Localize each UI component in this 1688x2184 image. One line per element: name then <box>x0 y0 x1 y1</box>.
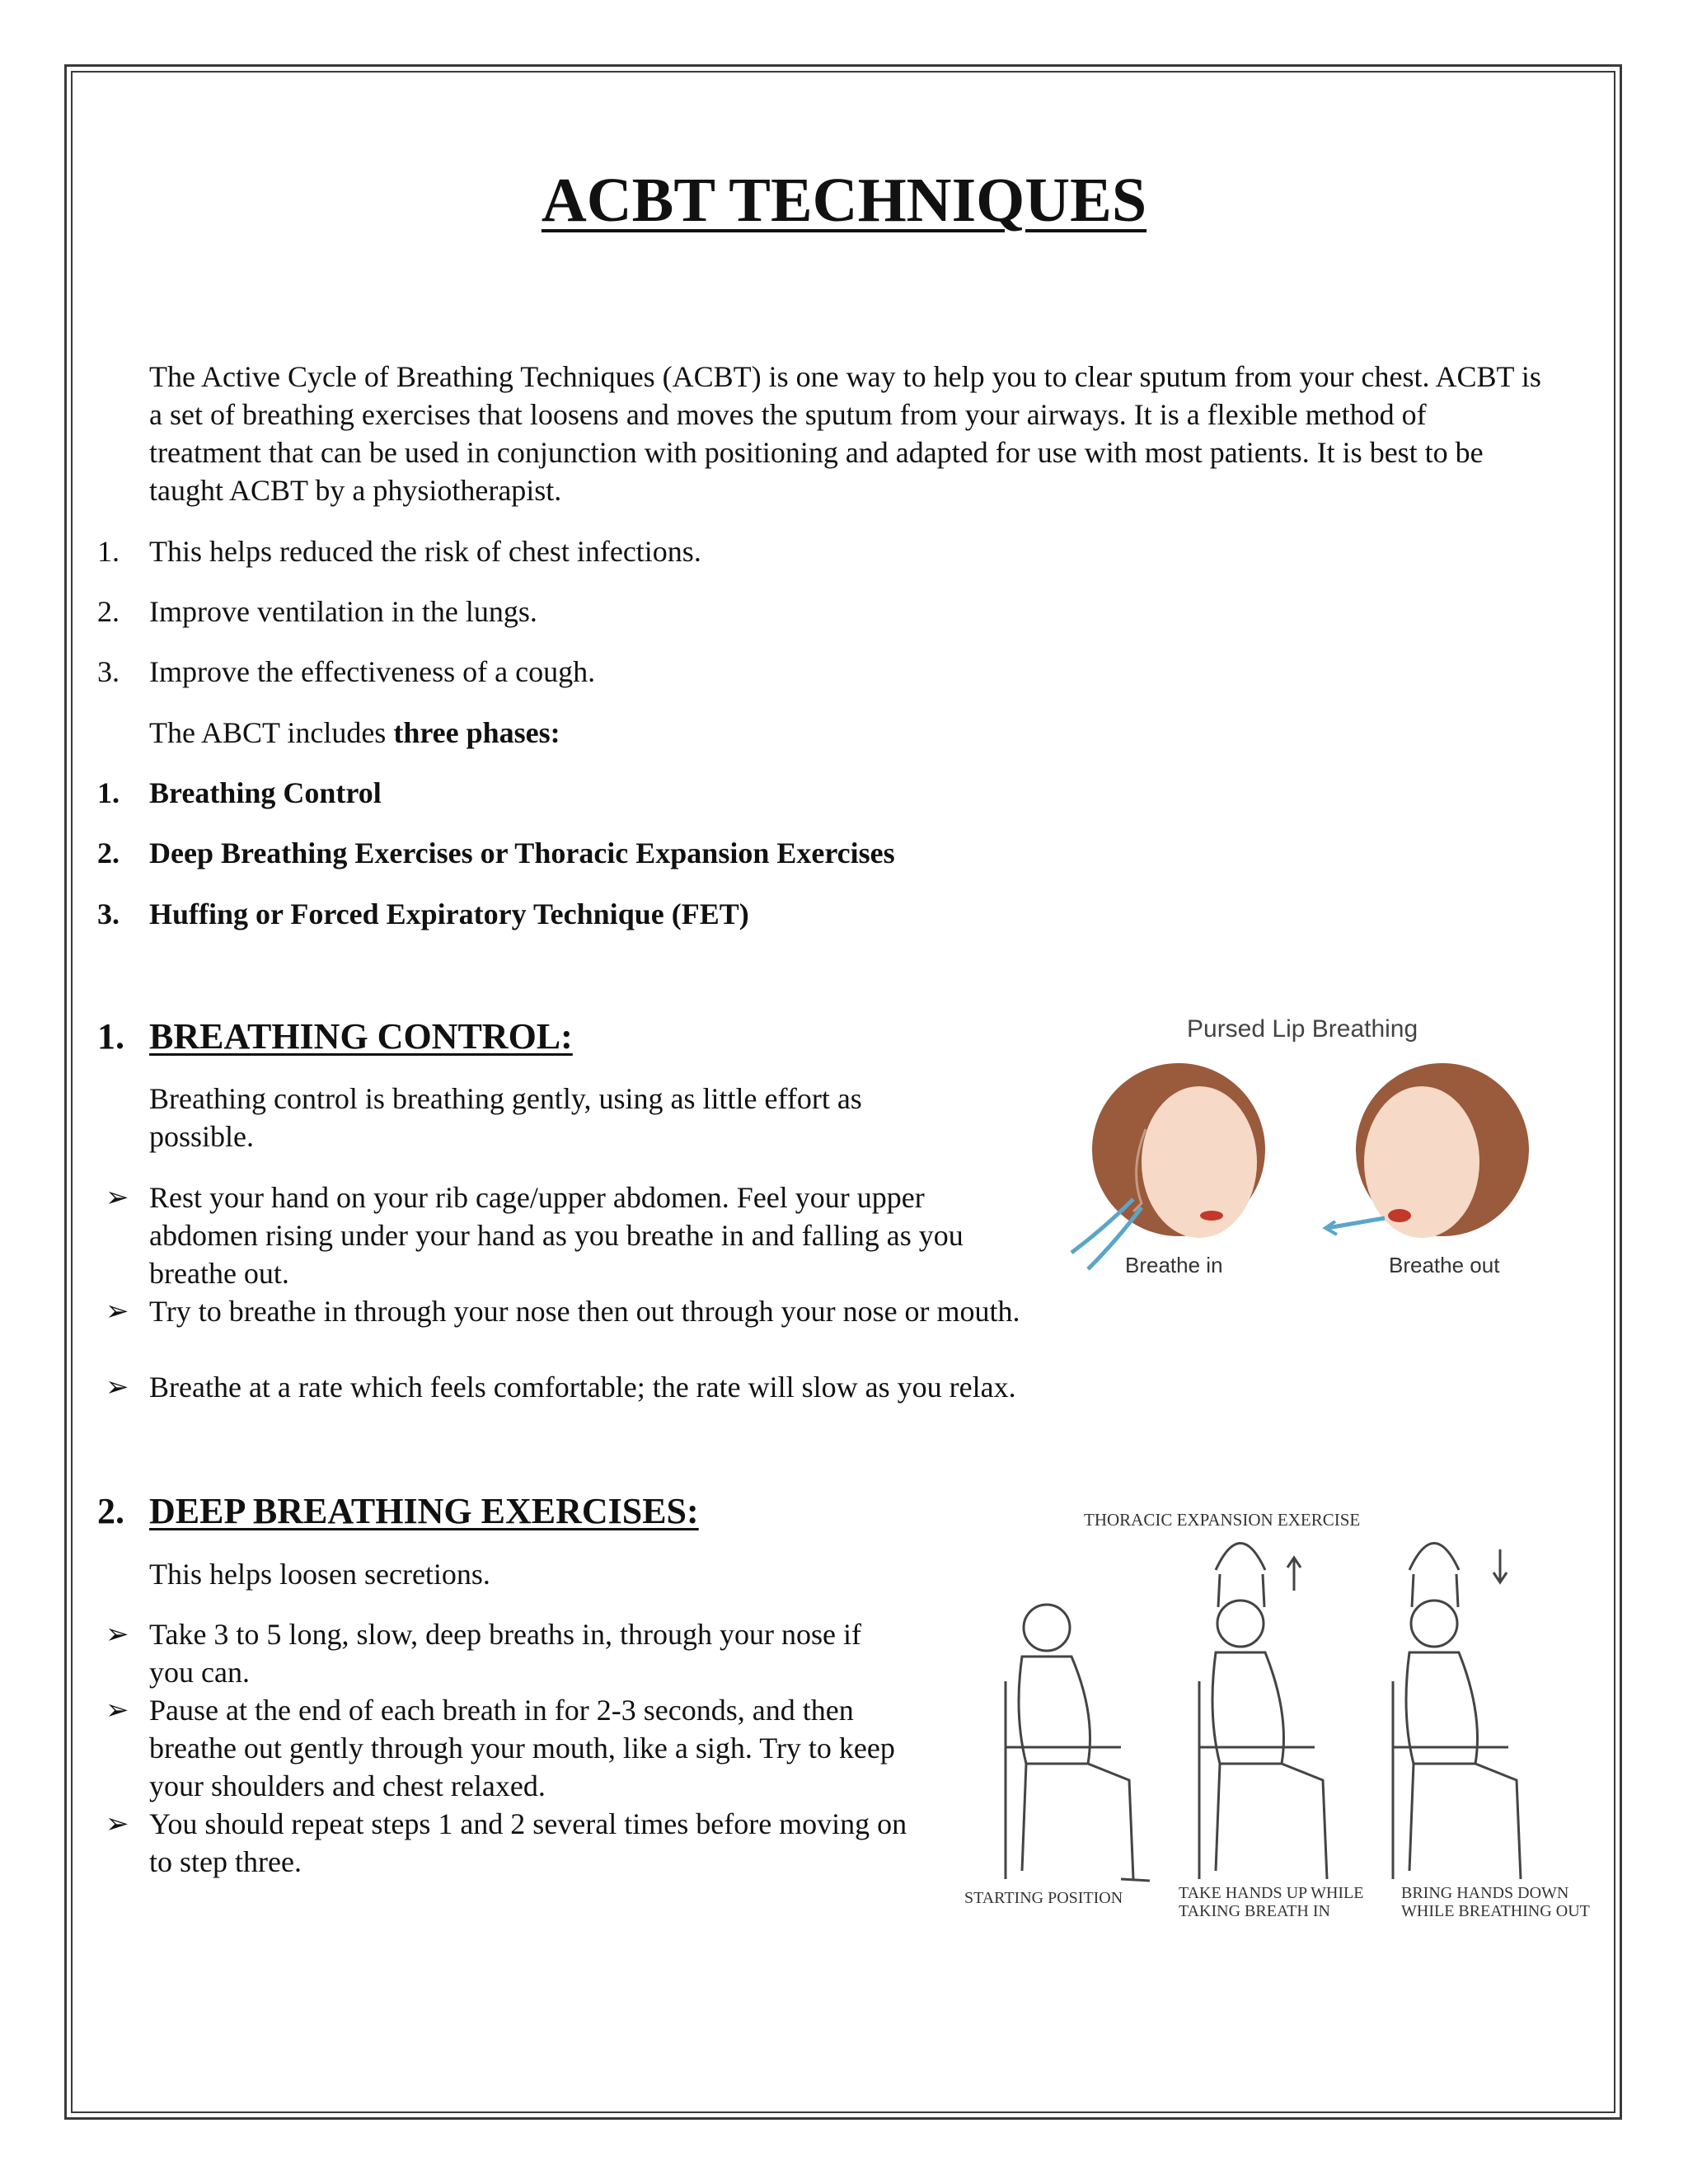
thoracic-expansion-illustration <box>956 1500 1615 1937</box>
benefit-number: 1. <box>97 535 120 568</box>
figure1-title: Pursed Lip Breathing <box>1187 1015 1418 1043</box>
caption-line: TAKING BREATH IN <box>1179 1902 1330 1920</box>
bullet-arrow-icon: ➢ <box>106 1295 129 1328</box>
phases-intro <box>149 714 560 752</box>
phase-item: Huffing or Forced Expiratory Technique (FET) <box>149 898 749 930</box>
section2-title: DEEP BREATHING EXERCISES: <box>149 1491 699 1531</box>
section2-bullet: Take 3 to 5 long, slow, deep breaths in, through your nose if you can. <box>149 1618 861 1689</box>
section2-bullet: You should repeat steps 1 and 2 several times before moving on to step three. <box>149 1807 907 1878</box>
phase-number: 1. <box>97 776 120 809</box>
figure2-caption-1: STARTING POSITION <box>964 1889 1123 1907</box>
phases-intro-text: The ABCT includes <box>149 716 394 749</box>
benefit-number: 3. <box>97 655 120 688</box>
phases-intro-bold: three phases: <box>393 716 560 749</box>
benefit-item: Improve the effectiveness of a cough. <box>149 655 596 688</box>
figure2-caption-3 <box>1401 1884 1590 1920</box>
section1-bullet: Rest your hand on your rib cage/upper abdomen. Feel your upper abdomen rising under your hand as you breathe in and falling as you breathe out. <box>149 1181 964 1290</box>
thoracic-expansion-figure <box>956 1500 1615 1937</box>
bullet-arrow-icon: ➢ <box>106 1371 129 1404</box>
caption-line: BRING HANDS DOWN <box>1401 1884 1569 1902</box>
caption-line: TAKE HANDS UP WHILE <box>1179 1884 1364 1902</box>
phase-number: 2. <box>97 837 120 869</box>
bullet-arrow-icon: ➢ <box>106 1618 129 1651</box>
benefit-item: Improve ventilation in the lungs. <box>149 595 537 628</box>
section1-heading <box>97 1015 921 1065</box>
phase-number: 3. <box>97 898 120 930</box>
phase-item: Deep Breathing Exercises or Thoracic Expansion Exercises <box>149 837 895 869</box>
figure1-right-caption: Breathe out <box>1389 1253 1500 1277</box>
section2-description: This helps loosen secretions. <box>149 1558 490 1591</box>
benefit-number: 2. <box>97 595 120 628</box>
phase-item: Breathing Control <box>149 776 382 809</box>
pursed-lip-faces-illustration <box>1055 1005 1574 1290</box>
section2-number: 2. <box>97 1491 124 1531</box>
bullet-arrow-icon: ➢ <box>106 1807 129 1840</box>
section1-number: 1. <box>97 1016 124 1057</box>
section1-bullet: Try to breathe in through your nose then out through your nose or mouth. <box>149 1295 1020 1328</box>
bullet-arrow-icon: ➢ <box>106 1181 129 1214</box>
figure2-caption-2 <box>1179 1884 1364 1920</box>
section2-bullet: Pause at the end of each breath in for 2-3 seconds, and then breathe out gently through your mouth, like a sigh. Try to keep your shoulders and chest relaxed. <box>149 1694 895 1802</box>
section1-bullet: Breathe at a rate which feels comfortable; the rate will slow as you relax. <box>149 1371 1016 1404</box>
intro-paragraph: The Active Cycle of Breathing Techniques (ACBT) is one way to help you to clear sputum from your chest. ACBT is a set of breathing exercises that loosens and moves the sputum from your airways. It is a flexible method of treatment that can be used in conjunction with positioning and adapted for use with most patients. It is best to be taught ACBT by a physiotherapist. <box>149 360 1541 507</box>
figure1-left-caption: Breathe in <box>1125 1253 1223 1277</box>
pursed-lip-breathing-figure <box>1055 1005 1574 1290</box>
benefit-item: This helps reduced the risk of chest infections. <box>149 535 701 568</box>
caption-line: WHILE BREATHING OUT <box>1401 1902 1590 1920</box>
section1-description: Breathing control is breathing gently, using as little effort as possible. <box>149 1082 862 1153</box>
page-title: ACBT TECHNIQUES <box>541 166 1147 235</box>
section1-title: BREATHING CONTROL: <box>149 1016 573 1057</box>
figure2-title: THORACIC EXPANSION EXERCISE <box>1084 1510 1361 1530</box>
section2-heading <box>97 1490 921 1540</box>
bullet-arrow-icon: ➢ <box>106 1694 129 1727</box>
